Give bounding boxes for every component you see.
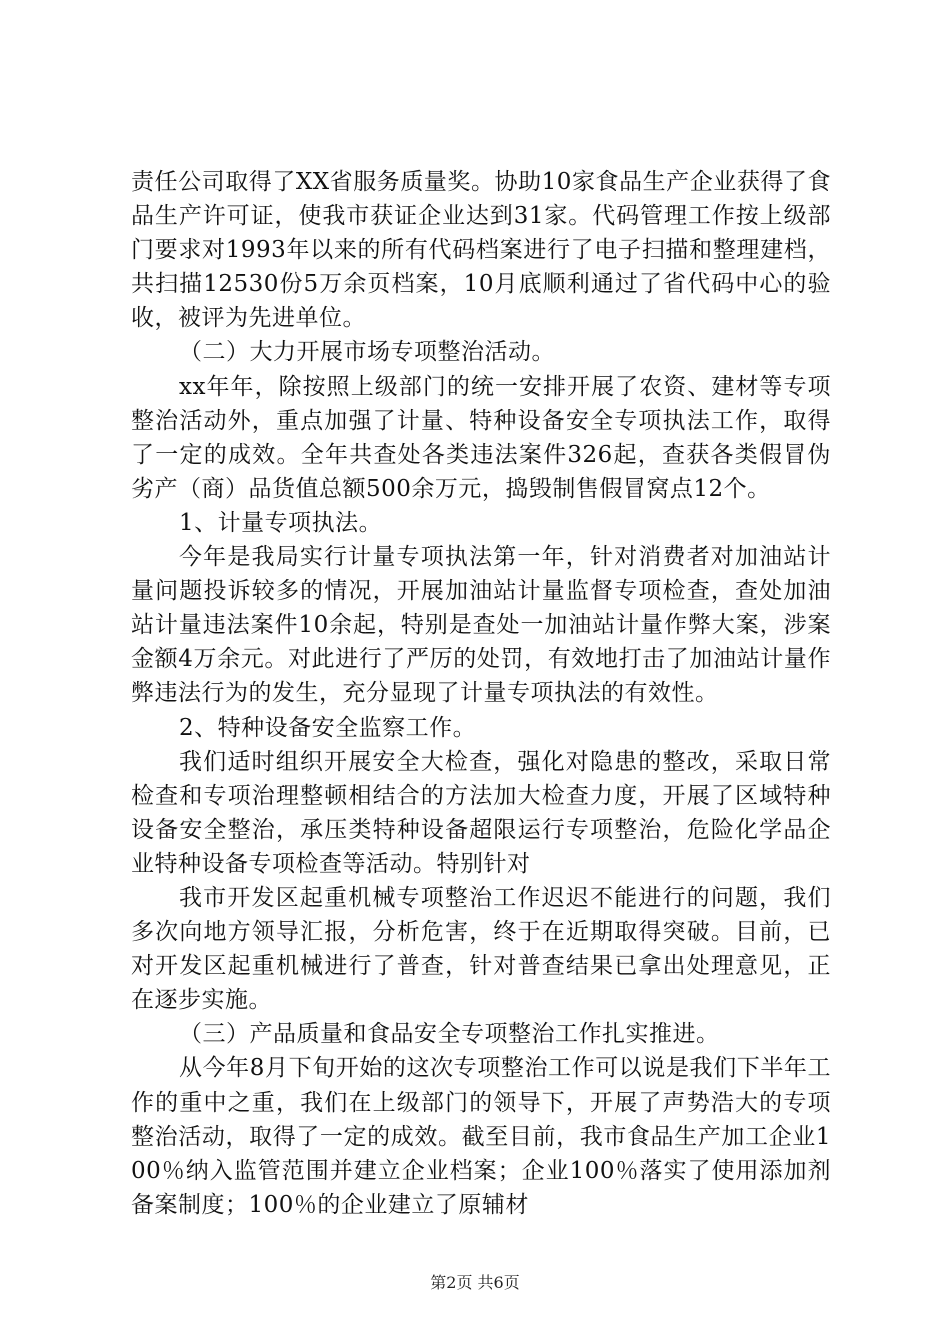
paragraph-lifting-machinery: 我市开发区起重机械专项整治工作迟迟不能进行的问题，我们多次向地方领导汇报，分析危害，终于在近期取得突破。目前，已对开发区起重机械进行了普查，针对普查结果已拿出处理意见，正在逐步实施。 (131, 884, 831, 1014)
page-footer (0, 1270, 950, 1293)
paragraph-market-rectification: xx年年，除按照上级部门的统一安排开展了农资、建材等专项整治活动外，重点加强了计量、特种设备安全专项执法工作，取得了一定的成效。全年共查处各类违法案件326起，查获各类假冒伪劣产（商）品货值总额500余万元，捣毁制售假冒窝点12个。 (131, 373, 831, 502)
section-heading-three: （三）产品质量和食品安全专项整治工作扎实推进。 (179, 1021, 720, 1048)
paragraph-special-equipment: 我们适时组织开展安全大检查，强化对隐患的整改，采取日常检查和专项治理整顿相结合的方法加大检查力度，开展了区域特种设备安全整治，承压类特种设备超限运行专项整治，危险化学品企业特种设备专项检查等活动。特别针对 (131, 748, 831, 877)
paragraph-continuation: 责任公司取得了XX省服务质量奖。协助10家食品生产企业获得了食品生产许可证，使我市获证企业达到31家。代码管理工作按上级部门要求对1993年以来的所有代码档案进行了电子扫描和整理建档，共扫描12530份5万余页档案，10月底顺利通过了省代码中心的验收，被评为先进单位。 (131, 169, 831, 332)
document-body (131, 165, 831, 1222)
paragraph-food-safety: 从今年8月下旬开始的这次专项整治工作可以说是我们下半年工作的重中之重，我们在上级部门的领导下，开展了声势浩大的专项整治活动，取得了一定的成效。截至目前，我市食品生产加工企业100％纳入监管范围并建立企业档案；企业100％落实了使用添加剂备案制度；100％的企业建立了原辅材 (131, 1055, 831, 1218)
page-number: 第2页 共6页 (430, 1273, 520, 1292)
paragraph-metrology: 今年是我局实行计量专项执法第一年，针对消费者对加油站计量问题投诉较多的情况，开展加油站计量监督专项检查，查处加油站计量违法案件10余起，特别是查处一加油站计量作弊大案，涉案金额4万余元。对此进行了严厉的处罚，有效地打击了加油站计量作弊违法行为的发生，充分显现了计量专项执法的有效性。 (131, 544, 831, 707)
subheading-special-equipment: 2、特种设备安全监察工作。 (179, 714, 477, 741)
section-heading-two: （二）大力开展市场专项整治活动。 (179, 339, 555, 366)
subheading-metrology: 1、计量专项执法。 (179, 509, 383, 536)
